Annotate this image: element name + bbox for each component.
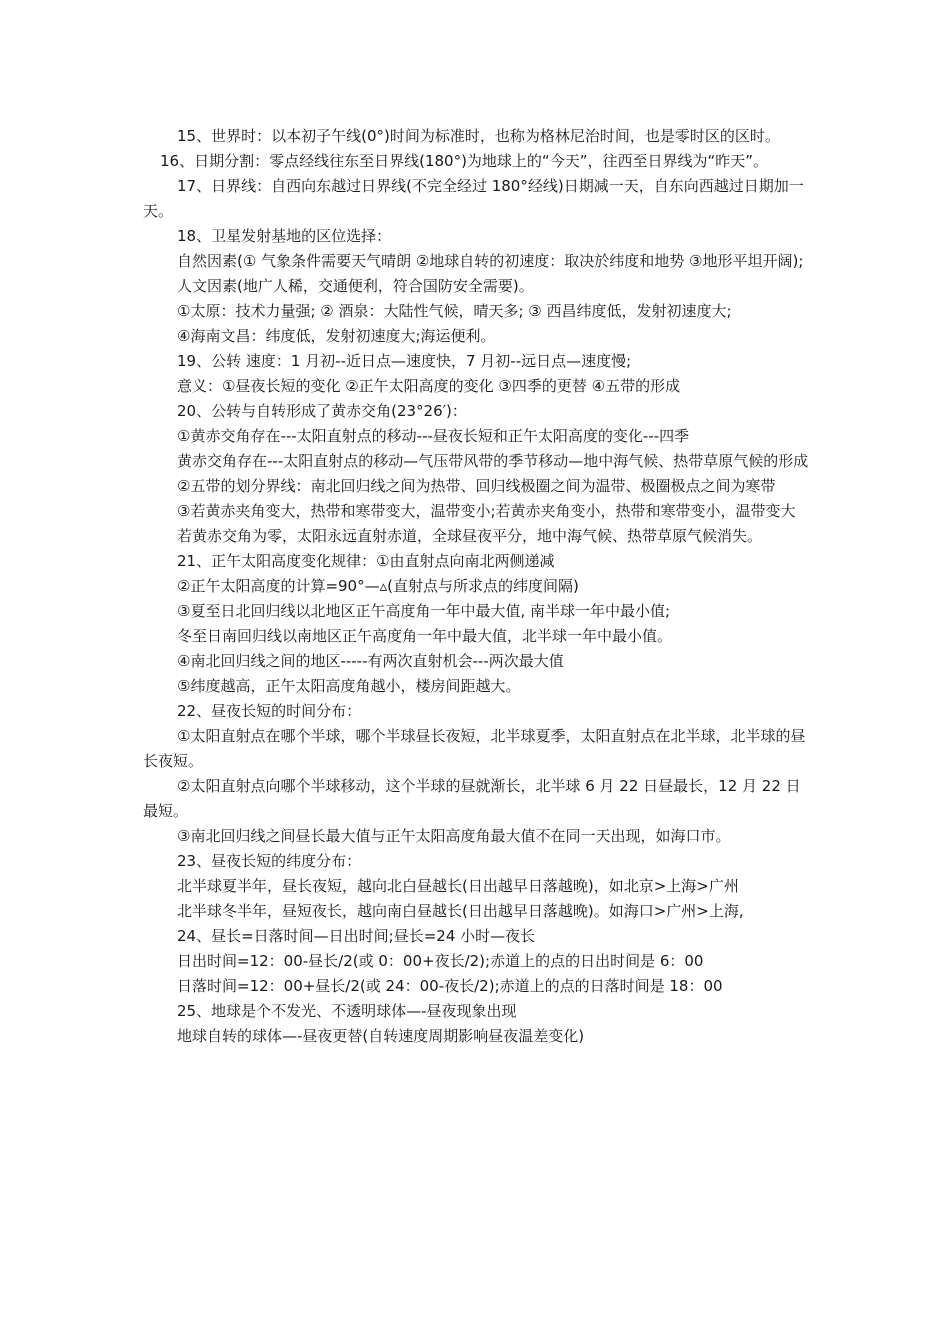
paragraph: 15、世界时：以本初子午线(0°)时间为标准时，也称为格林尼治时间，也是零时区的区时。 (177, 127, 780, 145)
paragraph: 20、公转与自转形成了黄赤交角(23°26′)： (177, 402, 467, 420)
paragraph: 黄赤交角存在---太阳直射点的移动—气压带风带的季节移动—地中海气候、热带草原气候的形成 (177, 452, 809, 470)
paragraph: 北半球冬半年，昼短夜长，越向南白昼越长(日出越早日落越晚)。如海口>广州>上海, (177, 902, 744, 920)
paragraph: 16、日期分割：零点经线往东至日界线(180°)为地球上的“今天”，往西至日界线为“昨天”。 (160, 152, 769, 170)
paragraph: 18、卫星发射基地的区位选择： (177, 227, 392, 245)
paragraph: ③夏至日北回归线以北地区正午高度角一年中最大值, 南半球一年中最小值; (177, 602, 671, 620)
paragraph: 24、昼长=日落时间—日出时间;昼长=24 小时—夜长 (177, 927, 536, 945)
paragraph: ④南北回归线之间的地区-----有两次直射机会---两次最大值 (177, 652, 564, 670)
paragraph: 冬至日南回归线以南地区正午高度角一年中最大值，北半球一年中最小值。 (177, 627, 673, 645)
paragraph: ①黄赤交角存在---太阳直射点的移动---昼夜长短和正午太阳高度的变化---四季 (177, 427, 690, 445)
paragraph: 地球自转的球体—-昼夜更替(自转速度周期影响昼夜温差变化) (177, 1027, 585, 1045)
paragraph: 北半球夏半年，昼长夜短，越向北白昼越长(日出越早日落越晚)，如北京>上海>广州 (177, 877, 739, 895)
paragraph: 若黄赤交角为零，太阳永远直射赤道，全球昼夜平分，地中海气候、热带草原气候消失。 (177, 527, 763, 545)
paragraph: 19、公转 速度：1 月初--近日点—速度快，7 月初--远日点—速度慢; (177, 352, 632, 370)
paragraph: 25、地球是个不发光、不透明球体—-昼夜现象出现 (177, 1002, 517, 1020)
paragraph: ②正午太阳高度的计算=90°—▵(直射点与所求点的纬度间隔) (177, 577, 579, 595)
paragraph: 日出时间=12：00-昼长/2(或 0：00+夜长/2);赤道上的点的日出时间是 6：00 (177, 952, 704, 970)
paragraph: ①太阳直射点在哪个半球，哪个半球昼长夜短，北半球夏季，太阳直射点在北半球，北半球的昼长夜短。 (143, 727, 806, 770)
paragraph: 23、昼夜长短的纬度分布： (177, 852, 362, 870)
paragraph: 17、日界线：自西向东越过日界线(不完全经过 180°经线)日期减一天，自东向西越过日期加一天。 (143, 177, 804, 220)
paragraph: 日落时间=12：00+昼长/2(或 24：00-夜长/2);赤道上的点的日落时间是 18：00 (177, 977, 723, 995)
paragraph: ②五带的划分界线：南北回归线之间为热带、回归线极圈之间为温带、极圈极点之间为寒带 (177, 477, 776, 495)
paragraph: 自然因素(① 气象条件需要天气晴朗 ②地球自转的初速度：取决於纬度和地势 ③地形平坦开阔); (177, 252, 804, 270)
paragraph: ①太原：技术力量强; ② 酒泉：大陆性气候，晴天多; ③ 西昌纬度低，发射初速度大; (177, 302, 732, 320)
document-body (143, 124, 813, 1049)
paragraph: 意义：①昼夜长短的变化 ②正午太阳高度的变化 ③四季的更替 ④五带的形成 (177, 377, 681, 395)
paragraph: ④海南文昌：纬度低，发射初速度大;海运便利。 (177, 327, 496, 345)
paragraph: ③南北回归线之间昼长最大值与正午太阳高度角最大值不在同一天出现，如海口市。 (177, 827, 731, 845)
paragraph: 22、昼夜长短的时间分布： (177, 702, 362, 720)
paragraph: ③若黄赤夹角变大，热带和寒带变大，温带变小;若黄赤夹角变小，热带和寒带变小，温带变大 (177, 502, 796, 520)
paragraph: 人文因素(地广人稀，交通便利，符合国防安全需要)。 (177, 277, 534, 295)
paragraph: 21、正午太阳高度变化规律：①由直射点向南北两侧递减 (177, 552, 555, 570)
paragraph: ⑤纬度越高，正午太阳高度角越小，楼房间距越大。 (177, 677, 521, 695)
paragraph: ②太阳直射点向哪个半球移动，这个半球的昼就渐长，北半球 6 月 22 日昼最长，12 月 22 日最短。 (143, 777, 801, 820)
